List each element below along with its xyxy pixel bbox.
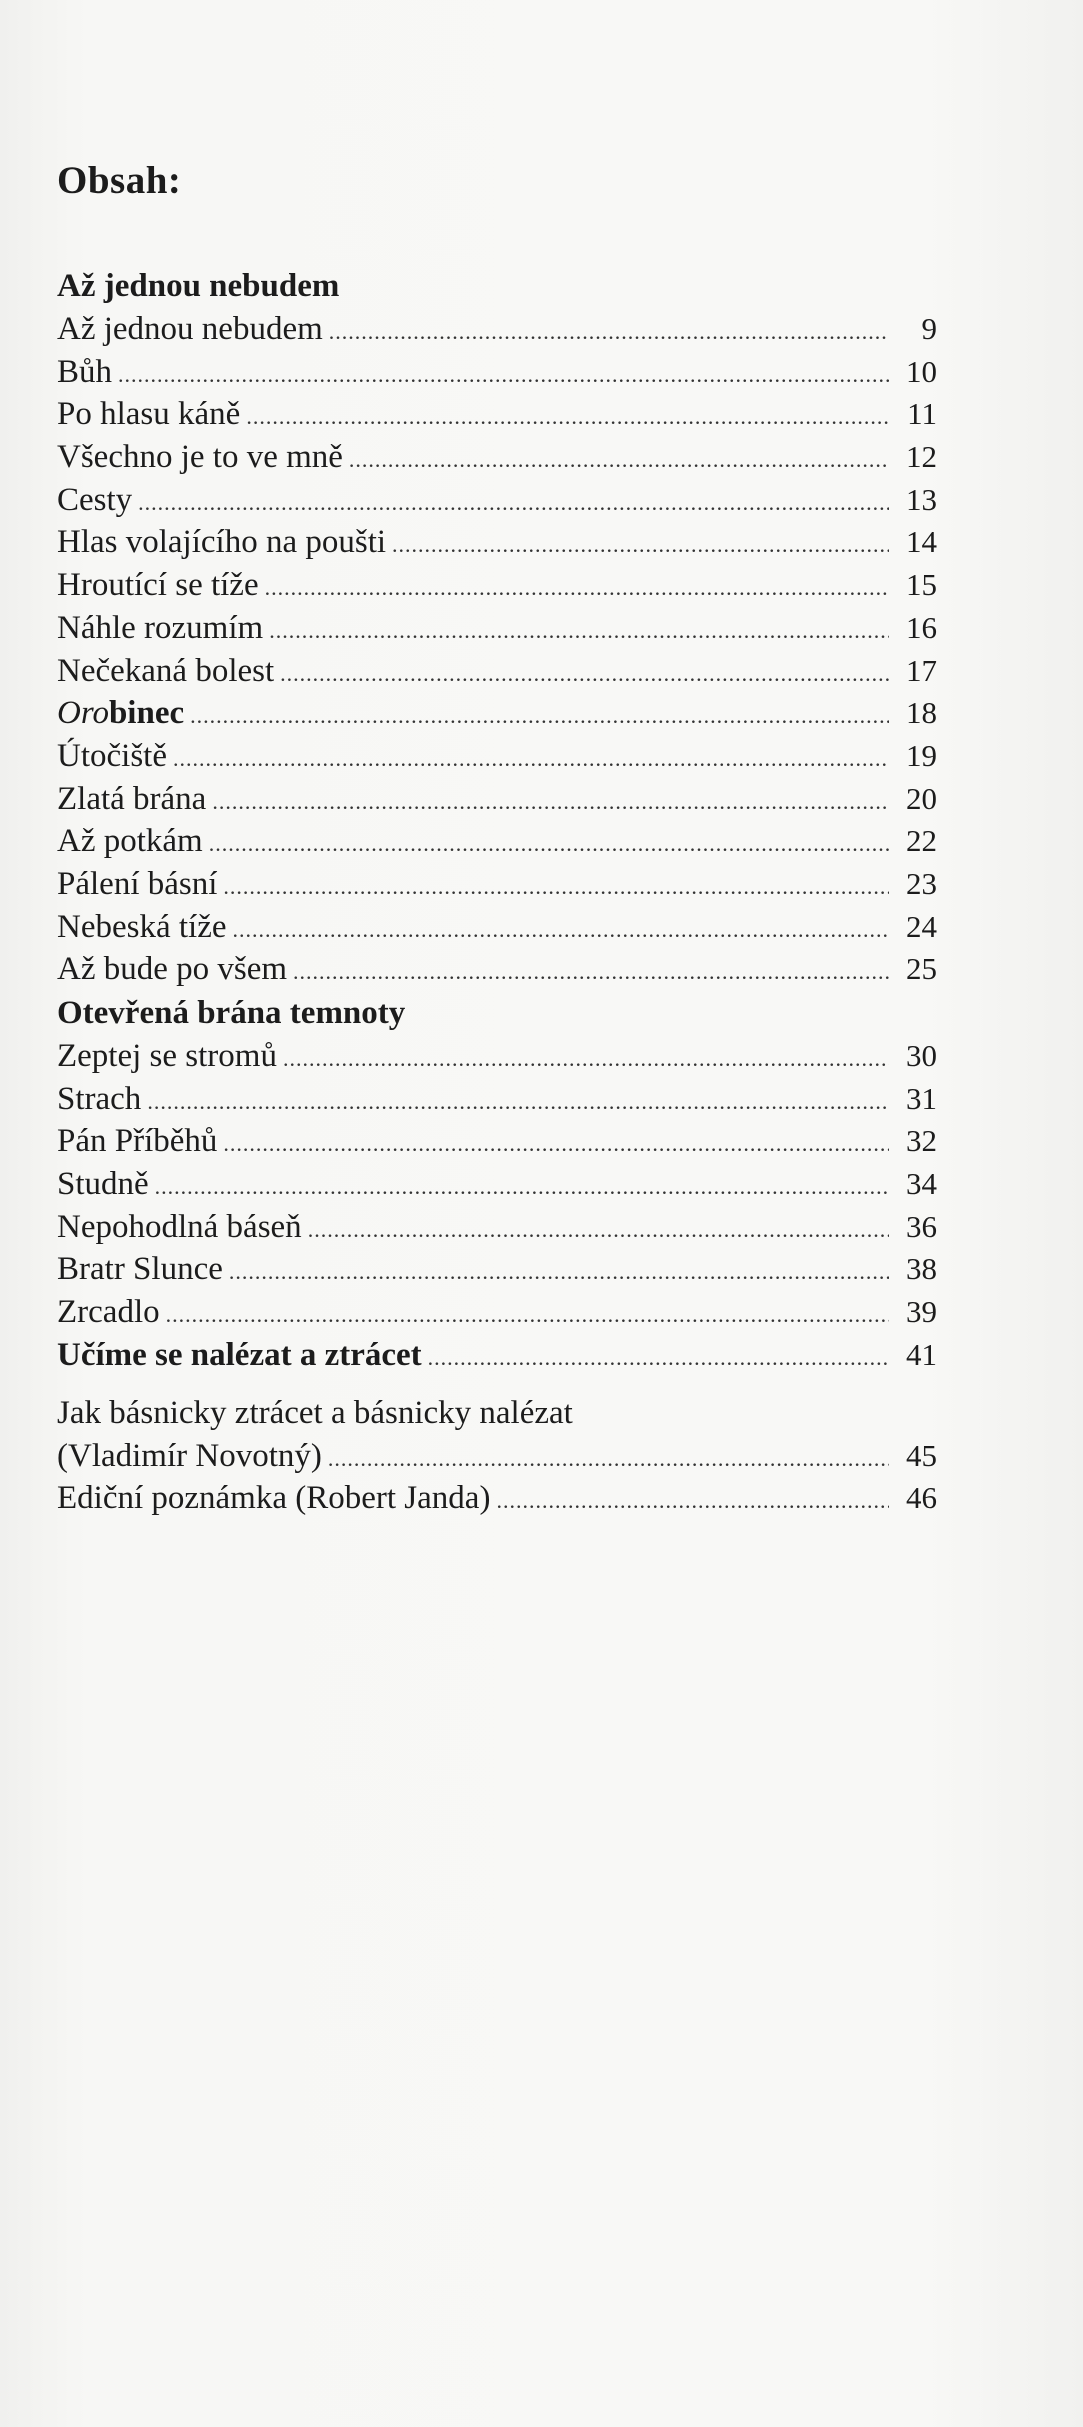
entry-title: Zeptej se stromů	[57, 1038, 277, 1074]
entry-title-italic-part: Oro	[57, 695, 109, 732]
entry-title: Nečekaná bolest	[57, 652, 275, 689]
leader-dots	[428, 1337, 889, 1380]
page-number: 20	[906, 780, 937, 816]
toc-entry	[57, 607, 937, 650]
page-number: 9	[921, 311, 937, 346]
page-number: 46	[906, 1480, 937, 1516]
toc-entry	[57, 1163, 937, 1206]
page-number: 22	[906, 823, 937, 859]
toc-entry	[57, 1120, 937, 1163]
leader-dots	[209, 823, 889, 866]
page-number: 34	[906, 1166, 937, 1202]
page-number: 16	[906, 609, 937, 645]
page-number: 45	[906, 1437, 937, 1473]
page-number: 23	[906, 865, 937, 901]
entry-title: Zlatá brána	[57, 780, 207, 817]
leader-dots	[166, 1294, 889, 1337]
entry-title	[57, 692, 184, 735]
toc-title: Obsah:	[57, 159, 182, 202]
page-number: 36	[906, 1208, 937, 1244]
editorial-note-title: Ediční poznámka (Robert Janda)	[57, 1480, 491, 1517]
entry-title: Hroutící se tíže	[57, 567, 259, 604]
entry-title: Až jednou nebudem	[57, 311, 323, 347]
page-number: 17	[906, 652, 937, 688]
toc-entry	[57, 393, 937, 436]
leader-dots	[308, 1209, 889, 1252]
page-number: 30	[906, 1038, 937, 1073]
table-of-contents	[57, 158, 937, 1520]
afterword-row	[57, 1435, 937, 1478]
leader-dots	[118, 354, 889, 397]
leader-dots	[328, 1438, 889, 1481]
toc-entry	[57, 479, 937, 522]
page-number: 14	[906, 524, 937, 560]
toc-entry	[57, 351, 937, 394]
entry-title: Všechno je to ve mně	[57, 439, 343, 476]
page-number: 13	[906, 481, 937, 517]
entry-title: Pálení básní	[57, 865, 218, 902]
toc-entry	[57, 735, 937, 778]
section-heading-3-row	[57, 1334, 937, 1377]
page-number: 41	[906, 1336, 937, 1372]
leader-dots	[329, 311, 889, 354]
entry-title: Nepohodlná báseň	[57, 1208, 302, 1245]
leader-dots	[155, 1166, 889, 1209]
entry-title: Zrcadlo	[57, 1294, 160, 1331]
toc-entry	[57, 650, 937, 693]
leader-dots	[349, 439, 889, 482]
entry-title: Pán Příběhů	[57, 1123, 218, 1160]
leader-dots	[496, 1480, 889, 1523]
toc-entry	[57, 863, 937, 906]
toc-entry	[57, 564, 937, 607]
entry-title: Studně	[57, 1166, 149, 1203]
entry-title: Hlas volajícího na poušti	[57, 524, 387, 561]
leader-dots	[269, 610, 889, 653]
leader-dots	[233, 909, 890, 952]
page-number: 25	[906, 951, 937, 987]
entry-title: Strach	[57, 1080, 142, 1117]
leader-dots	[246, 396, 889, 439]
toc-entry	[57, 906, 937, 949]
toc-entry	[57, 1291, 937, 1334]
entry-title: Cesty	[57, 481, 133, 518]
section-heading-1: Až jednou nebudem	[57, 268, 340, 304]
page-number: 11	[907, 396, 937, 432]
leader-dots	[280, 653, 889, 696]
leader-dots	[293, 951, 889, 994]
editorial-note-row	[57, 1477, 937, 1520]
entry-title: Bratr Slunce	[57, 1251, 223, 1288]
afterword-title-line: Jak básnicky ztrácet a básnicky nalézat	[57, 1394, 573, 1431]
page-number: 31	[906, 1080, 937, 1116]
toc-entry	[57, 1206, 937, 1249]
entry-title: Náhle rozumím	[57, 609, 264, 646]
leader-dots	[283, 1038, 889, 1081]
afterword-author: (Vladimír Novotný)	[57, 1437, 322, 1474]
page-number: 18	[906, 695, 937, 731]
page-number: 15	[906, 567, 937, 603]
toc-entry	[57, 521, 937, 564]
page-number: 32	[906, 1123, 937, 1159]
section-1-entries	[57, 308, 937, 991]
entry-title: Bůh	[57, 353, 113, 390]
page-number: 24	[906, 908, 937, 944]
entry-title: Až potkám	[57, 823, 203, 860]
page-number: 38	[906, 1251, 937, 1287]
leader-dots	[392, 524, 889, 567]
leader-dots	[229, 1251, 889, 1294]
leader-dots	[265, 567, 889, 610]
leader-dots	[147, 1081, 889, 1124]
entry-title: Útočiště	[57, 737, 167, 774]
entry-title: Po hlasu káně	[57, 396, 241, 433]
entry-title: Nebeská tíže	[57, 908, 227, 945]
entry-title-bold-part: binec	[108, 695, 185, 732]
toc-entry	[57, 1035, 937, 1078]
toc-entry	[57, 308, 937, 351]
leader-dots	[212, 781, 889, 824]
toc-entry	[57, 1078, 937, 1121]
section-2-entries	[57, 1035, 937, 1334]
page-number: 19	[906, 737, 937, 773]
toc-entry	[57, 692, 937, 735]
toc-entry	[57, 436, 937, 479]
leader-dots	[173, 738, 889, 781]
section-heading-3: Učíme se nalézat a ztrácet	[57, 1336, 422, 1373]
page-number: 12	[906, 439, 937, 475]
page-number: 10	[906, 353, 937, 389]
toc-entry	[57, 820, 937, 863]
leader-dots	[223, 866, 889, 909]
leader-dots	[138, 482, 889, 525]
section-heading-2: Otevřená brána temnoty	[57, 995, 406, 1031]
toc-entry	[57, 778, 937, 821]
entry-title: Až bude po všem	[57, 951, 288, 988]
leader-dots	[223, 1123, 889, 1166]
leader-dots	[190, 695, 889, 738]
toc-entry	[57, 948, 937, 991]
toc-entry	[57, 1248, 937, 1291]
page-number: 39	[906, 1294, 937, 1330]
